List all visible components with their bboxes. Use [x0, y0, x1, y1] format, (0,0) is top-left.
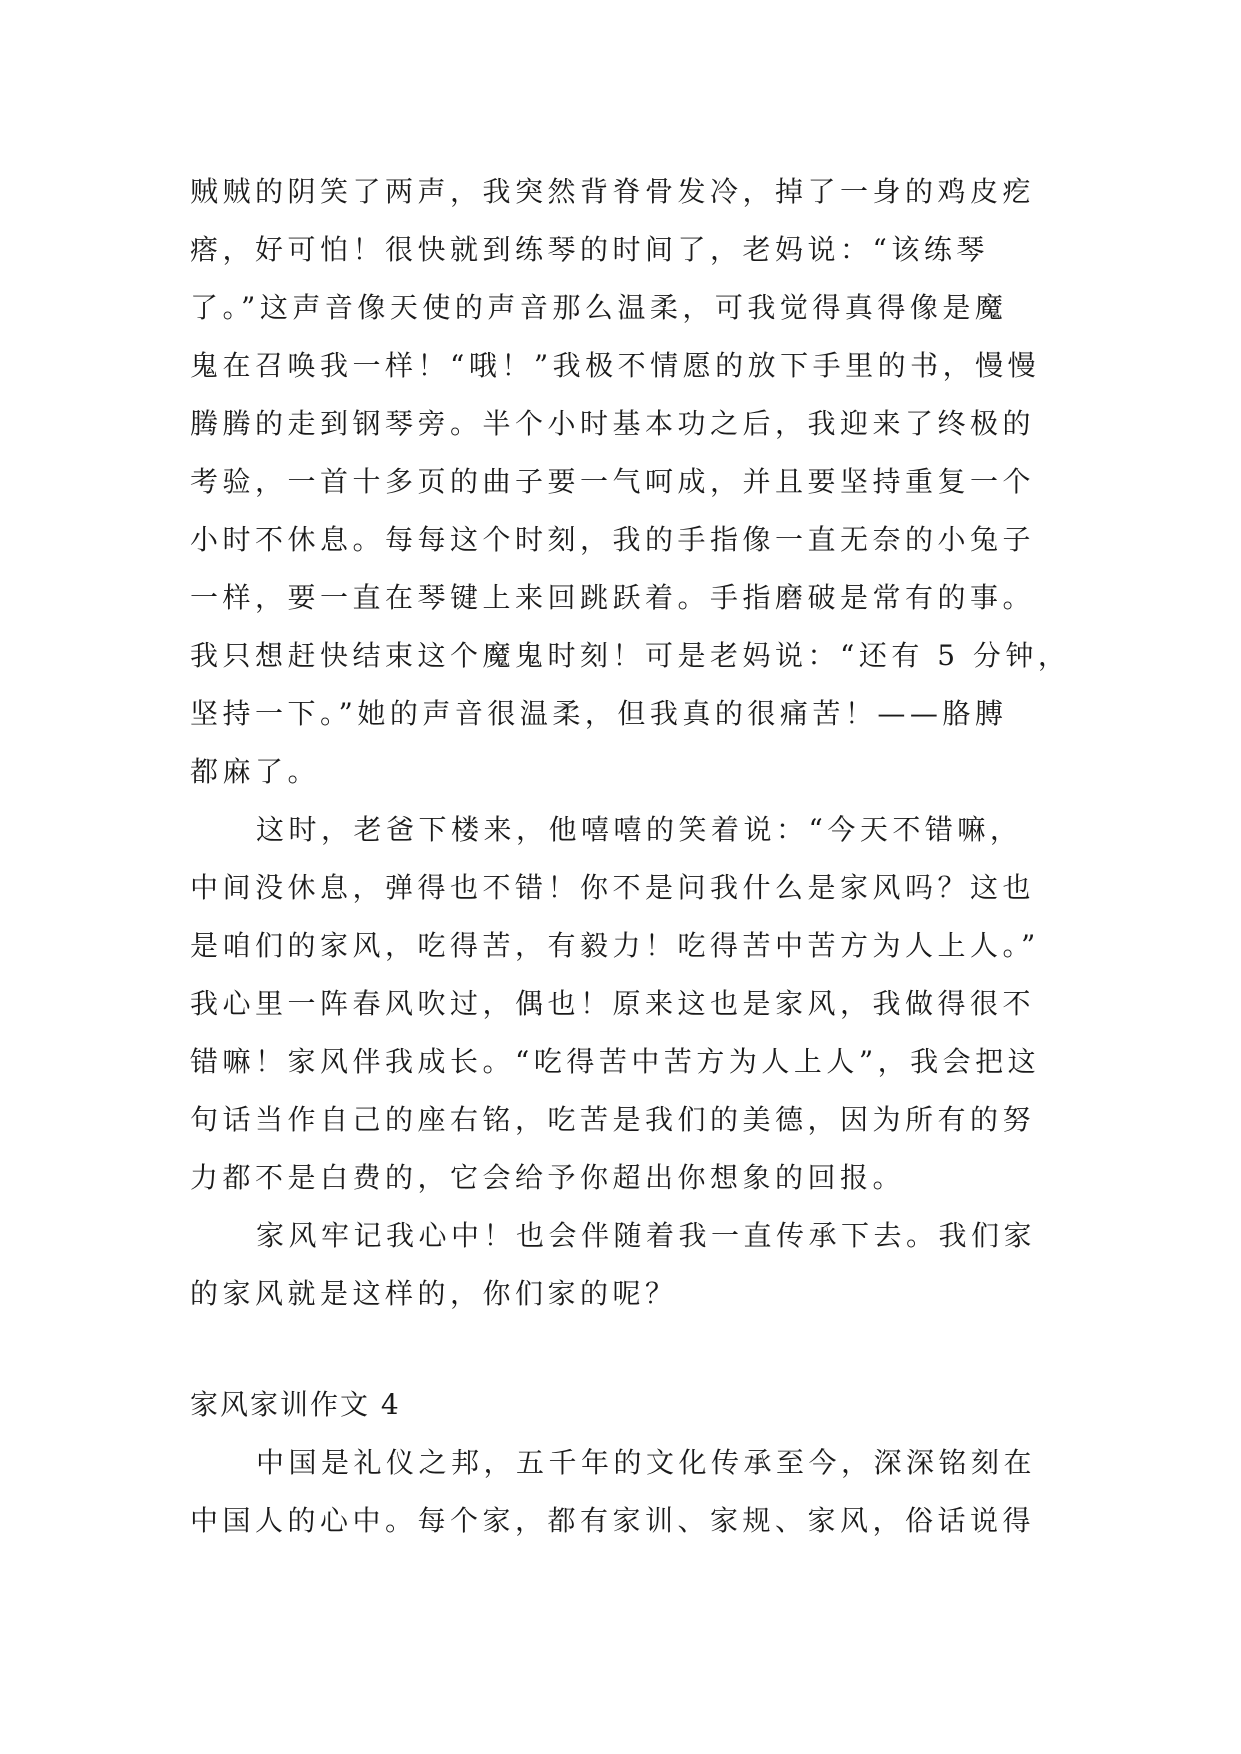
text-line: 考验，一首十多页的曲子要一气呵成，并且要坚持重复一个	[190, 465, 1036, 498]
text-line: 坚持一下。”她的声音很温柔，但我真的很痛苦！——胳膊	[190, 697, 1008, 730]
text-line: 的家风就是这样的，你们家的呢？	[190, 1277, 678, 1310]
paragraph-first-line: 家风牢记我心中！也会伴随着我一直传承下去。我们家	[256, 1219, 1037, 1252]
text-line: 中国人的心中。每个家，都有家训、家规、家风，俗话说得	[190, 1504, 1036, 1537]
text-line: 句话当作自己的座右铭，吃苦是我们的美德，因为所有的努	[190, 1103, 1036, 1136]
paragraph-first-line: 中国是礼仪之邦，五千年的文化传承至今，深深铭刻在	[256, 1446, 1037, 1479]
text-line: 中间没休息，弹得也不错！你不是问我什么是家风吗？这也	[190, 871, 1036, 904]
text-line: 错嘛！家风伴我成长。“吃得苦中苦方为人上人”，我会把这	[190, 1045, 1041, 1078]
text-line: 我心里一阵春风吹过，偶也！原来这也是家风，我做得很不	[190, 987, 1036, 1020]
text-line: 力都不是白费的，它会给予你超出你想象的回报。	[190, 1161, 906, 1194]
text-line: 瘩，好可怕！很快就到练琴的时间了，老妈说：“该练琴	[190, 233, 989, 266]
text-line: 是咱们的家风，吃得苦，有毅力！吃得苦中苦方为人上人。”	[190, 929, 1040, 962]
text-line: 一样，要一直在琴键上来回跳跃着。手指磨破是常有的事。	[190, 581, 1036, 614]
section-heading: 家风家训作文 4	[190, 1388, 401, 1421]
paragraph-first-line: 这时，老爸下楼来，他嘻嘻的笑着说：“今天不错嘛，	[256, 813, 1023, 846]
text-line: 我只想赶快结束这个魔鬼时刻！可是老妈说：“还有 5 分钟，	[190, 639, 1071, 672]
text-line: 都麻了。	[190, 755, 321, 788]
document-body	[190, 163, 1071, 1550]
text-line: 鬼在召唤我一样！“哦！”我极不情愿的放下手里的书，慢慢	[190, 349, 1041, 382]
text-line: 贼贼的阴笑了两声，我突然背脊骨发冷，掉了一身的鸡皮疙	[190, 175, 1036, 208]
text-line: 腾腾的走到钢琴旁。半个小时基本功之后，我迎来了终极的	[190, 407, 1036, 440]
text-line: 小时不休息。每每这个时刻，我的手指像一直无奈的小兔子	[190, 523, 1036, 556]
text-line: 了。”这声音像天使的声音那么温柔，可我觉得真得像是魔	[190, 291, 1008, 324]
